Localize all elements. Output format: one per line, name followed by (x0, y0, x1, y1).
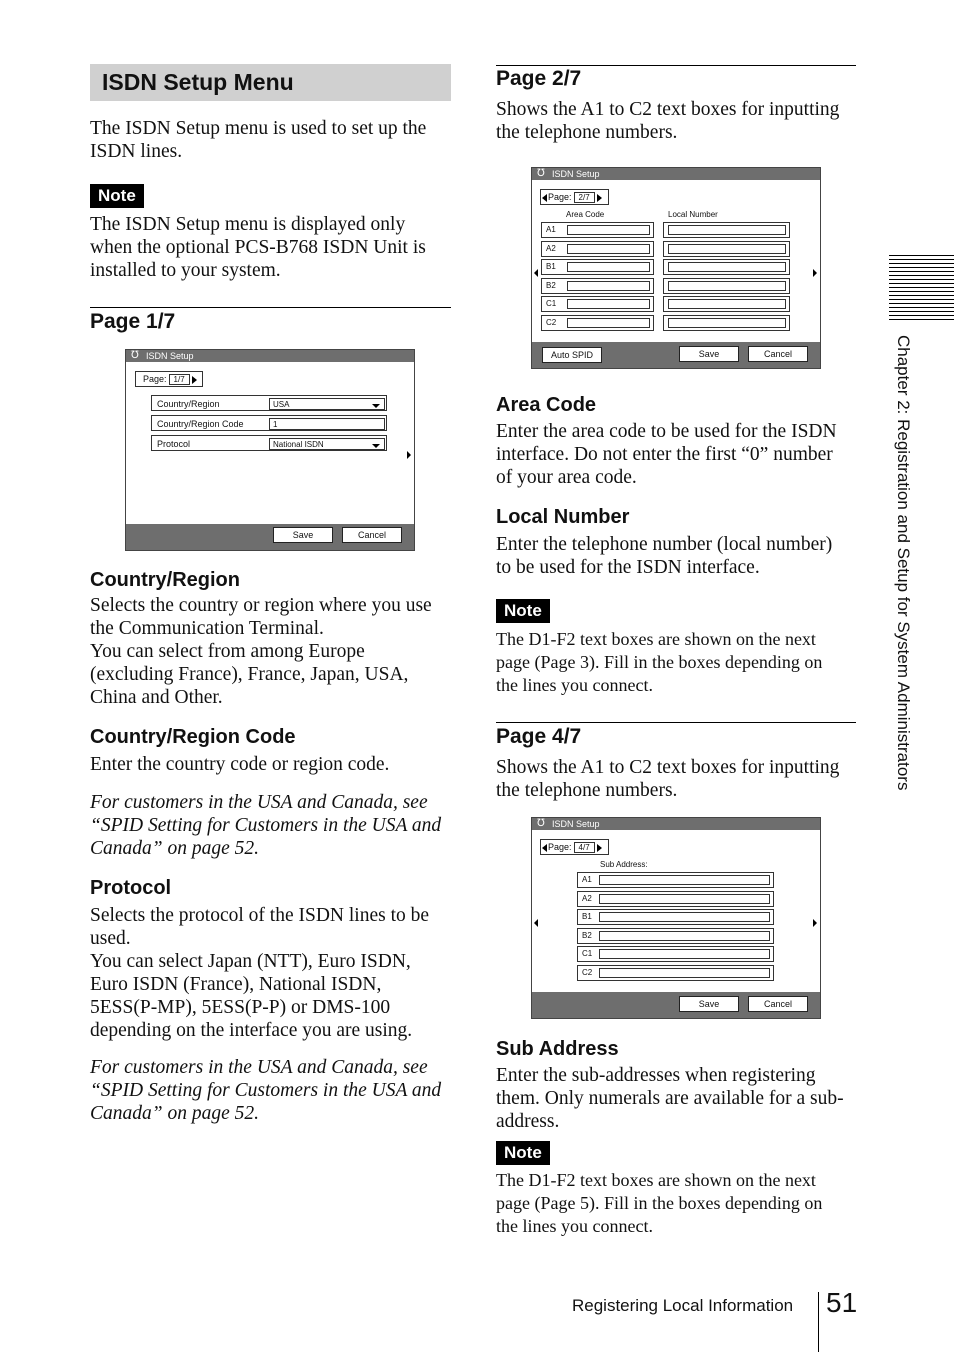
isdn-setup-screen-page1: ℧ ISDN Setup Page: 1/7 Country/Region USA Country/Region Code 1 Protocol National ISDN Save Cancel (125, 349, 415, 551)
note-badge: Note (496, 599, 550, 623)
local-number-column: Local Number (668, 210, 718, 219)
protocol-text: Selects the protocol of the ISDN lines to be used. You can select Japan (NTT), Euro ISDN, Euro ISDN (France), National ISDN, 5ESS(P-MP), 5ESS(P-P) or DMS-100 depending on the interface you are using. (90, 905, 430, 1041)
area-code-field[interactable] (567, 299, 650, 309)
divider (496, 722, 856, 723)
isdn-setup-screen-page4: ℧ ISDN Setup Page: 4/7 Sub Address: A1 A2 B1 B2 C1 C2 Save Cancel (531, 817, 821, 1019)
sony-logo-icon: ℧ (537, 818, 545, 829)
country-code-heading: Country/Region Code (90, 726, 296, 748)
country-code-text: Enter the country code or region code. (90, 754, 390, 775)
note3-text: The D1-F2 text boxes are shown on the next page (Page 5). Fill in the boxes depending on the lines you connect. (496, 1170, 823, 1236)
sub-address-column: Sub Address: (600, 860, 648, 869)
chapter-tab-marker (889, 255, 954, 322)
sony-logo-icon: ℧ (131, 350, 139, 361)
prev-arrow-icon[interactable] (534, 269, 538, 277)
screen-title: ISDN Setup (552, 819, 600, 829)
protocol-heading: Protocol (90, 877, 172, 899)
cancel-button[interactable]: Cancel (342, 527, 402, 543)
intro-text: The ISDN Setup menu is used to set up the ISDN lines. (90, 118, 427, 162)
area-code-field[interactable] (567, 225, 650, 235)
save-button[interactable]: Save (679, 346, 739, 362)
page4-text: Shows the A1 to C2 text boxes for inputting the telephone numbers. (496, 757, 840, 801)
country-region-select[interactable]: USA (269, 398, 385, 410)
sub-address-field[interactable] (599, 875, 770, 885)
chevron-down-icon (372, 444, 380, 448)
screen-title: ISDN Setup (146, 351, 194, 361)
next-arrow-icon[interactable] (813, 919, 817, 927)
country-region-heading: Country/Region (90, 569, 240, 591)
section-title: ISDN Setup Menu (102, 69, 294, 95)
local-number-heading: Local Number (496, 506, 630, 528)
isdn-setup-screen-page2: ℧ ISDN Setup Page: 2/7 Area Code Local Number A1 A2 B1 B2 C1 C2 Auto SPID Save Cancel (531, 167, 821, 369)
area-code-field[interactable] (567, 281, 650, 291)
sub-address-field[interactable] (599, 949, 770, 959)
save-button[interactable]: Save (679, 996, 739, 1012)
sub-address-field[interactable] (599, 894, 770, 904)
local-number-field[interactable] (668, 299, 786, 309)
note-badge: Note (496, 1141, 550, 1165)
page2-heading: Page 2/7 (496, 67, 582, 90)
sub-address-field[interactable] (599, 968, 770, 978)
sub-address-field[interactable] (599, 912, 770, 922)
page4-heading: Page 4/7 (496, 725, 582, 748)
local-number-field[interactable] (668, 225, 786, 235)
chevron-down-icon (372, 404, 380, 408)
auto-spid-button[interactable]: Auto SPID (542, 347, 602, 363)
country-code-reference: For customers in the USA and Canada, see “SPID Setting for Customers in the USA and Canada” on page 52. (90, 792, 442, 859)
area-code-field[interactable] (567, 318, 650, 328)
cancel-button[interactable]: Cancel (748, 996, 808, 1012)
sub-address-field[interactable] (599, 931, 770, 941)
next-page-icon[interactable] (192, 376, 197, 384)
section-title-bar (90, 64, 451, 101)
sony-logo-icon: ℧ (537, 168, 545, 179)
area-code-field[interactable] (567, 244, 650, 254)
note-text: The ISDN Setup menu is displayed only when the optional PCS-B768 ISDN Unit is installed to your system. (90, 214, 426, 281)
screen-title: ISDN Setup (552, 169, 600, 179)
footer-section: Registering Local Information (572, 1296, 794, 1315)
page2-text: Shows the A1 to C2 text boxes for inputting the telephone numbers. (496, 99, 840, 143)
page-selector[interactable]: Page: 1/7 (135, 371, 203, 387)
next-arrow-icon[interactable] (813, 269, 817, 277)
prev-page-icon[interactable] (542, 844, 547, 852)
footer-divider (818, 1292, 819, 1352)
divider (90, 307, 451, 308)
local-number-field[interactable] (668, 244, 786, 254)
local-number-field[interactable] (668, 318, 786, 328)
note-badge: Note (90, 184, 144, 208)
page1-heading: Page 1/7 (90, 310, 176, 333)
area-code-text: Enter the area code to be used for the ISDN interface. Do not enter the first “0” number of your area code. (496, 421, 837, 488)
country-code-field[interactable]: 1 (269, 418, 385, 430)
cancel-button[interactable]: Cancel (748, 346, 808, 362)
prev-page-icon[interactable] (542, 194, 547, 202)
page-selector[interactable]: Page: 4/7 (540, 839, 609, 855)
note2-text: The D1-F2 text boxes are shown on the next page (Page 3). Fill in the boxes depending on the lines you connect. (496, 629, 823, 695)
next-arrow-icon[interactable] (407, 451, 411, 459)
local-number-field[interactable] (668, 262, 786, 272)
page-number: 51 (826, 1287, 858, 1318)
save-button[interactable]: Save (273, 527, 333, 543)
next-page-icon[interactable] (597, 194, 602, 202)
prev-arrow-icon[interactable] (534, 919, 538, 927)
area-code-field[interactable] (567, 262, 650, 272)
sub-address-heading: Sub Address (496, 1038, 619, 1060)
divider (496, 65, 856, 66)
page-selector[interactable]: Page: 2/7 (540, 189, 609, 205)
local-number-text: Enter the telephone number (local number) to be used for the ISDN interface. (496, 534, 833, 578)
protocol-reference: For customers in the USA and Canada, see “SPID Setting for Customers in the USA and Canada” on page 52. (90, 1057, 442, 1124)
country-region-text: Selects the country or region where you use the Communication Terminal. You can select from among Europe (excluding France), France, Japan, USA, China and Other. (90, 595, 432, 708)
chapter-side-label: Chapter 2: Registration and Setup for System Administrators (894, 335, 913, 791)
next-page-icon[interactable] (597, 844, 602, 852)
sub-address-text: Enter the sub-addresses when registering them. Only numerals are available for a sub- address. (496, 1065, 844, 1132)
local-number-field[interactable] (668, 281, 786, 291)
protocol-select[interactable]: National ISDN (269, 438, 385, 450)
area-code-column: Area Code (566, 210, 605, 219)
area-code-heading: Area Code (496, 394, 597, 416)
